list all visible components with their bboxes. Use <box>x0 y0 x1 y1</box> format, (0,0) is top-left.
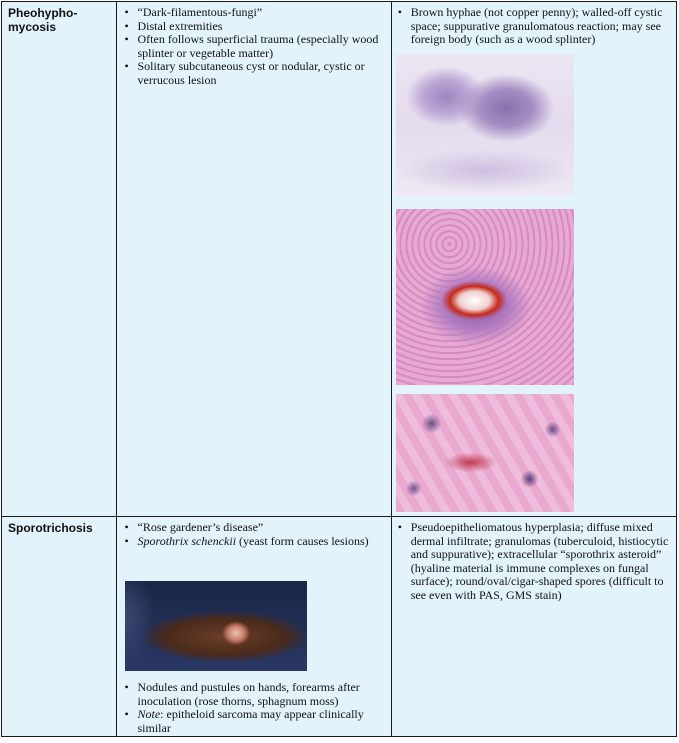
list-item: • Brown hyphae (not copper penny); walled-off cystic space; suppurative granulomatous reaction; may see foreign body (such as a wood splinter) <box>398 6 670 47</box>
organism-note: (yeast form causes lesions) <box>236 533 369 548</box>
clinical-photo-hand <box>125 581 307 671</box>
clinical-list <box>117 517 391 548</box>
histology-low-power-image <box>396 54 574 196</box>
histology-high-power-image <box>396 394 574 512</box>
list-item: • Distal extremities <box>125 20 385 34</box>
disease-cell <box>2 517 117 737</box>
histology-mid-power-image <box>396 209 574 385</box>
disease-cell <box>2 2 117 517</box>
list-item: • “Dark-filamentous-fungi” <box>125 6 385 20</box>
list-item: • Often follows superficial trauma (especially wood splinter or vegetable matter) <box>125 33 385 60</box>
dermpath-table <box>1 1 677 737</box>
list-item: • Solitary subcutaneous cyst or nodular, cystic or verrucous lesion <box>125 60 385 87</box>
pathology-cell <box>391 517 676 737</box>
list-item <box>125 708 385 735</box>
table-row-pheohyphomycosis <box>2 2 677 517</box>
table-row-sporotrichosis <box>2 517 677 737</box>
clinical-list-after <box>117 677 391 735</box>
note-label: Note <box>137 707 161 721</box>
pathology-list <box>392 2 676 47</box>
clinical-cell <box>116 2 391 517</box>
disease-name: Sporotrichosis <box>8 521 93 535</box>
clinical-list <box>117 2 391 87</box>
organism-name: Sporothrix schenckii <box>137 533 237 548</box>
pathology-cell <box>391 2 676 517</box>
list-item: • “Rose gardener’s disease” <box>125 521 385 535</box>
disease-name: Pheohypho-mycosis <box>8 6 78 34</box>
pathology-list <box>392 517 676 602</box>
clinical-cell <box>116 517 391 737</box>
list-item: • Nodules and pustules on hands, forearms after inoculation (rose thorns, sphagnum moss) <box>125 681 385 708</box>
list-item: • Pseudoepitheliomatous hyperplasia; diffuse mixed dermal infiltrate; granulomas (tuberculoid, histiocytic and suppurative); extracellular “sporothrix asteroid” (hyaline material is immune complexes on fungal surface); round/oval/cigar-shaped spores (difficult to see even with PAS, GMS stain) <box>398 521 670 602</box>
note-text: : epitheloid sarcoma may appear clinically similar <box>137 707 364 735</box>
list-item <box>125 535 385 549</box>
